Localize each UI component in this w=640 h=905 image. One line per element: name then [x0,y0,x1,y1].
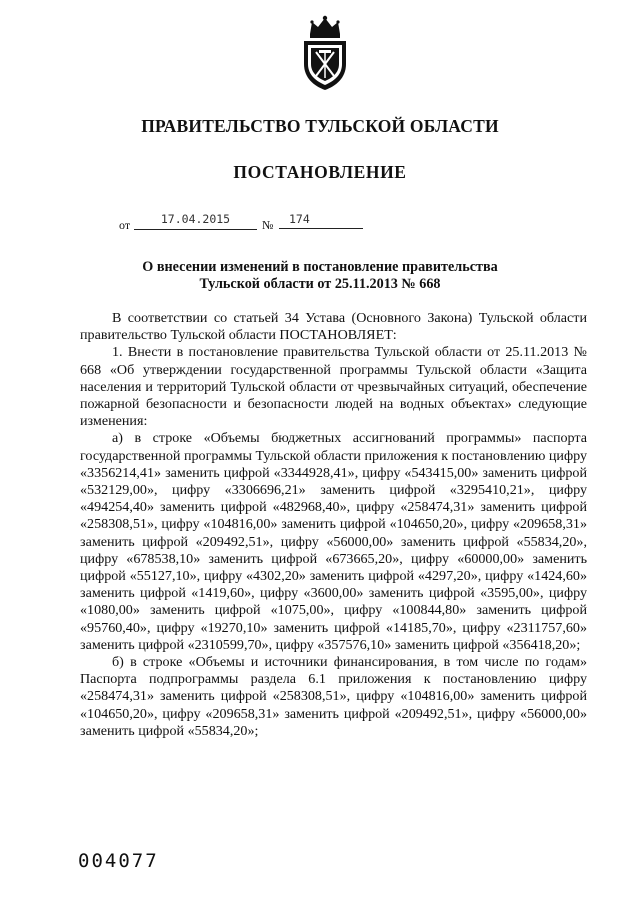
body-paragraph: 1. Внести в постановление правительства Тульской области от 25.11.2013 № 668 «Об утверждении государственной программы Тульской области «Защита населения и территорий Тульской области от чрезвычайных ситуаций, обеспечение пожарной безопасности и безопасности людей на водных объектах» следующие изменения: [80,344,587,430]
subject-line-1: О внесении изменений в постановление правительства [142,259,498,275]
coat-of-arms-icon [296,14,354,92]
body-paragraph: а) в строке «Объемы бюджетных ассигнований программы» паспорта государственной программы Тульской области приложения к постановлению цифру «3356214,41» заменить цифрой «3344928,41», цифру «543415,00» заменить цифрой «532129,00», цифру «3306696,21» заменить цифрой «3295410,21», цифру «494254,40» заменить цифрой «482968,40», цифру «258474,31» заменить цифрой «258308,51», цифру «104816,00» заменить цифрой «104650,20», цифру «209658,31» заменить цифрой «209492,51», цифру «56000,00» заменить цифрой «55834,20», цифру «678538,10» заменить цифрой «673665,20», цифру «60000,00» заменить цифрой «55127,10», цифру «4302,20» заменить цифрой «4297,20», цифру «1424,60» заменить цифрой «1419,60», цифру «3600,00» заменить цифрой «3595,00», цифру «1080,00» заменить цифрой «1075,00», цифру «100844,80» заменить цифрой «95760,40», цифру «19270,10» заменить цифрой «14185,70», цифру «2311757,60» заменить цифрой «2310599,70», цифру «357576,10» заменить цифрой «356418,20»; [80,430,587,653]
document-type-title: ПОСТАНОВЛЕНИЕ [233,162,407,182]
document-number: 174 [279,212,363,229]
organization-title: ПРАВИТЕЛЬСТВО ТУЛЬСКОЙ ОБЛАСТИ [141,116,499,136]
document-body [80,310,587,740]
date-prefix-label: от [119,218,131,232]
number-prefix-label: № [262,218,274,232]
subject-line-2: Тульской области от 25.11.2013 № 668 [199,276,441,292]
document-subject [80,259,560,293]
body-paragraph: В соответствии со статьей 34 Устава (Основного Закона) Тульской области правительство Тульской области ПОСТАНОВЛЯЕТ: [80,310,587,344]
serial-number: 004077 [78,850,159,872]
body-paragraph: б) в строке «Объемы и источники финансирования, в том числе по годам» Паспорта подпрограммы раздела 6.1 приложения к постановлению цифру «258474,31» заменить цифрой «258308,51», цифру «104816,00» заменить цифрой «104650,20», цифру «209658,31» заменить цифрой «209492,51», цифру «56000,00» заменить цифрой «55834,20»; [80,654,587,739]
document-date: 17.04.2015 [134,212,257,230]
